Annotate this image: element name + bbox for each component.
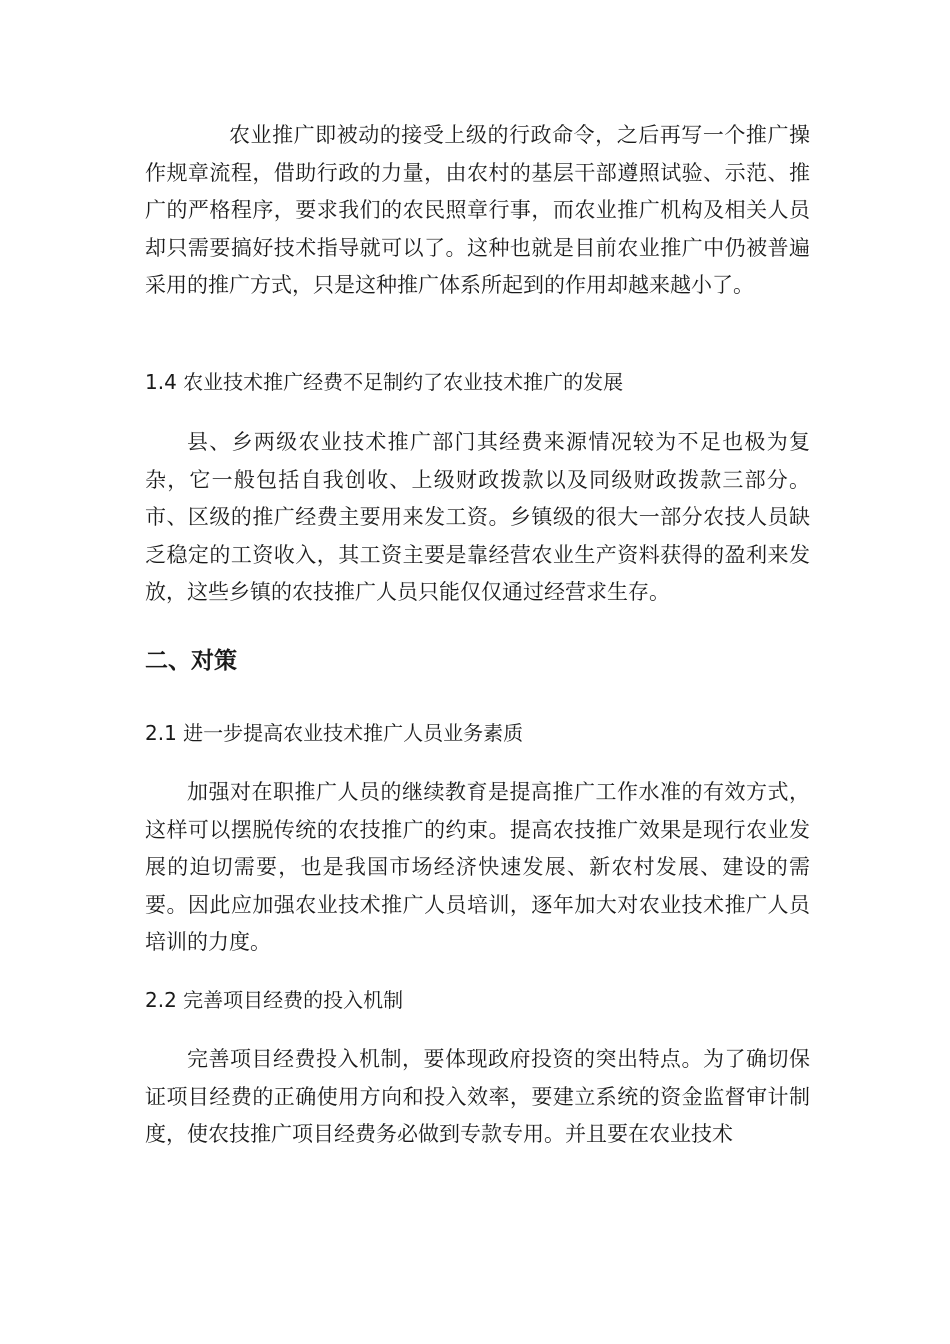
heading-2-2: 2.2 完善项目经费的投入机制: [145, 988, 404, 1012]
paragraph-funding-mechanism: 完善项目经费投入机制，要体现政府投资的突出特点。为了确切保证项目经费的正确使用方向和投入效率，要建立系统的资金监督审计制度，使农技推广项目经费务必做到专款专用。并且要在农业技术: [145, 1047, 810, 1146]
heading-1-4: 1.4 农业技术推广经费不足制约了农业技术推广的发展: [145, 370, 624, 394]
heading-countermeasures: 二、对策: [145, 648, 237, 674]
paragraph-staff-training: 加强对在职推广人员的继续教育是提高推广工作水准的有效方式，这样可以摆脱传统的农技推广的约束。提高农技推广效果是现行农业发展的迫切需要，也是我国市场经济快速发展、新农村发展、建设的需要。因此应加强农业技术推广人员培训，逐年加大对农业技术推广人员培训的力度。: [145, 780, 810, 954]
paragraph-funding-shortage: 县、乡两级农业技术推广部门其经费来源情况较为不足也极为复杂，它一般包括自我创收、上级财政拨款以及同级财政拨款三部分。市、区级的推广经费主要用来发工资。乡镇级的很大一部分农技人员缺乏稳定的工资收入，其工资主要是靠经营农业生产资料获得的盈利来发放，这些乡镇的农技推广人员只能仅仅通过经营求生存。: [145, 430, 810, 604]
paragraph-extension-admin-mode: 农业推广即被动的接受上级的行政命令，之后再写一个推广操作规章流程，借助行政的力量，由农村的基层干部遵照试验、示范、推广的严格程序，要求我们的农民照章行事，而农业推广机构及相关人员却只需要搞好技术指导就可以了。这种也就是目前农业推广中仍被普遍采用的推广方式，只是这种推广体系所起到的作用却越来越小了。: [145, 123, 810, 297]
heading-2-1: 2.1 进一步提高农业技术推广人员业务素质: [145, 721, 524, 745]
